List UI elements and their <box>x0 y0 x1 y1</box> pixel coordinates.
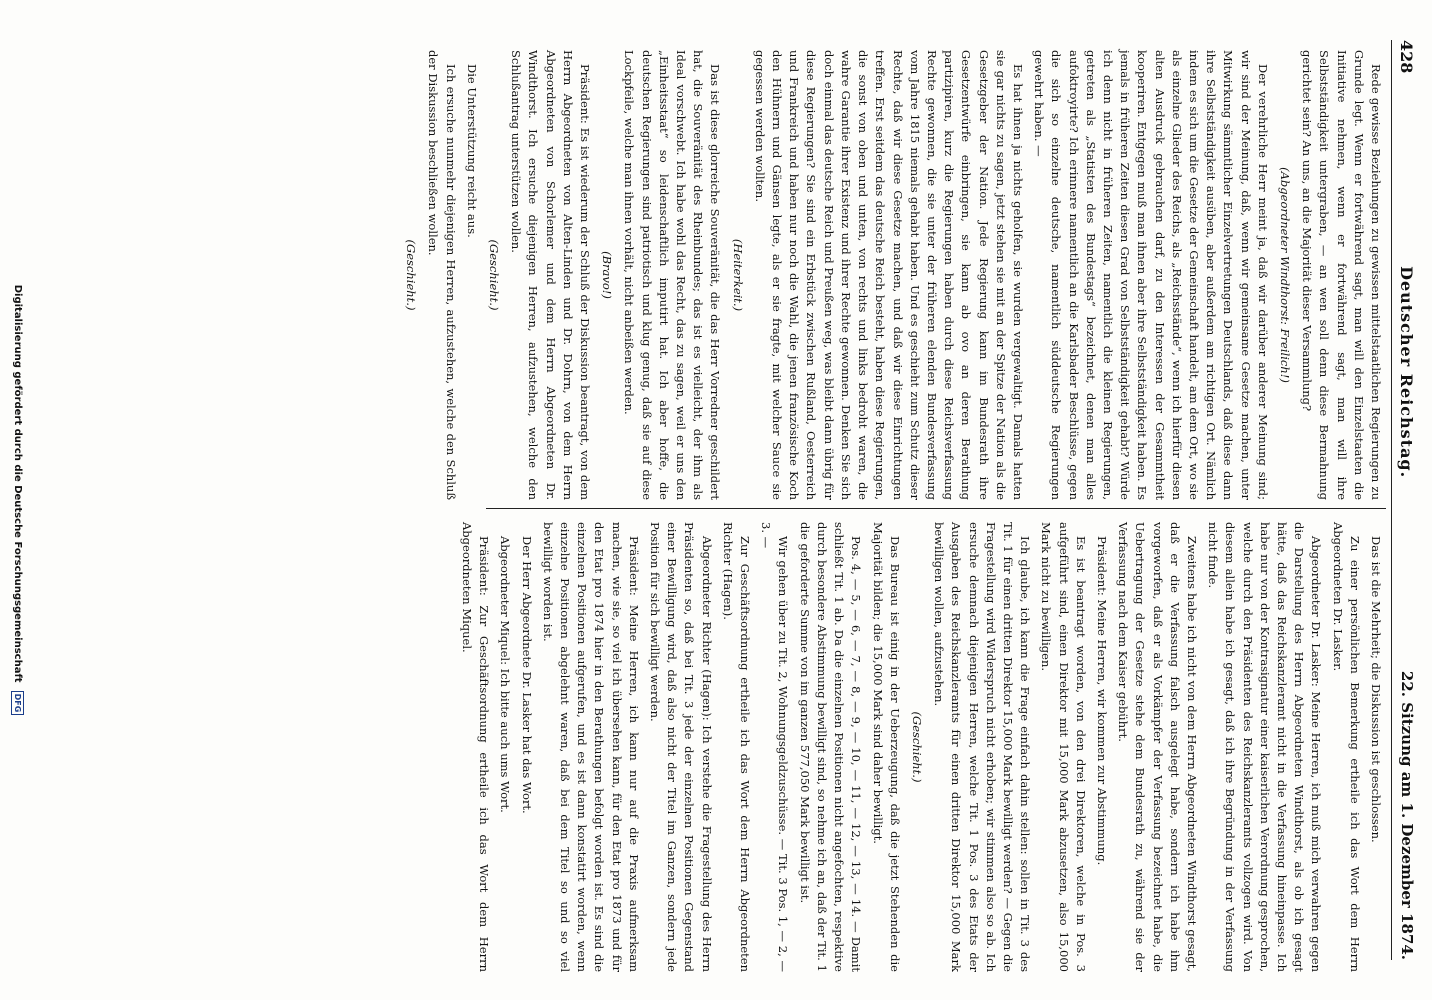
page-header <box>1394 40 1420 960</box>
left-column <box>404 50 1384 500</box>
column-divider <box>486 508 1386 509</box>
paragraph: Ich ersuche nunmehr diejenigen Herren, aufzustehen, welche den Schluß der Diskussion beschließen wollen. <box>426 50 458 500</box>
header-rule <box>1391 40 1392 960</box>
paragraph: Es ist beantragt worden, von den drei Direktoren, welche in Pos. 3 aufgeführt sind, einen Direktor mit 15,000 Mark abzusetzen, also 15,000 Mark nicht zu bewilligen. <box>1039 522 1088 972</box>
interjection: (Bravo!) <box>600 251 615 299</box>
paragraph: Präsident: Meine Herren, ich kann nur auf die Praxis aufmerksam machen, wie sie, so viel ich übersehen kann, für den Etat pro 1873 und für den Etat pro 1874 hier in den Berathungen befolgt worden ist. Es sind die einzelnen Positionen aufgerufen, und es ist dann konstatirt worden, wenn einzelne Positionen abgelehnt waren, daß bei dem Titel so und so viel bewilligt worden ist. <box>540 522 641 972</box>
paragraph: Der verehrliche Herr meint ja, daß wir darüber anderer Meinung sind; wir sind der Meinung, daß, wenn wir gemeinsame Gesetze machen, unter Mitwirkung sämmtlicher Einzelvertretungen Deutschlands, daß diese dann ihre Selbstständigkeit ausüben, aber außerdem am richtigen Ort. Nämlich indem es sich um die Gesetze der Gemeinschaft handelt, am dem Ort, wo sie als einzelne Glieder des Reichs, als „Reichsstände“, wenn ich hierfür diesen alten Ausdruck gebrauchen darf, zu den Interessen der Gesammtheit kooperiren. Entgegen muß man ihnen aber ihre Selbstständigkeit haben. Es jemals in früheren Zeiten diesen Grad von Selbstständigkeit gehabt? Würde ich denn nicht in früheren Zeiten, namentlich die kleinen Regierungen, getreten als „Statisten des Bundestags“ bezeichnet, denen man alles aufoktroyirte? Ich erinnere namentlich an die Karlsbader Beschlüsse, gegen die sich so einzelne deutsche, namentlich süddeutsche Regierungen gewehrt haben. — <box>1032 50 1270 500</box>
session-date: 22. Sitzung am 1. Dezember 1874. <box>1398 670 1416 960</box>
paragraph: Der Herr Abgeordnete Dr. Lasker hat das Wort. <box>519 536 534 814</box>
digitization-footer <box>8 0 28 1000</box>
paragraph: Es hat ihnen ja nichts geholfen, sie wurden vergewaltigt. Damals hatten sie gar nichts zu sagen, jetzt stehen sie mit an der Spitze der Nation als die Gesetzgeber der Nation. Jede Regierung kann im Bundesrath ihre Gesetzentwürfe einbringen, sie kann ab ovo an deren Berathung partizipiren, kurz die Regierungen haben durch diese Reichsverfassung Rechte gewonnen, die sie unter der früheren elenden Bundesverfassung vom Jahre 1815 niemals gehabt haben. Und es geschieht zum Schutz dieser Rechte, daß wir diese Gesetze machen, und daß wir diese Einrichtungen treffen. Erst seitdem das deutsche Reich besteht, haben diese Regierungen, die sonst von oben und unten, von rechts und links bedroht waren, die wahre Garantie ihrer Existenz und ihrer Rechte gewonnen. Denken Sie sich doch einmal das deutsche Reich und Preußen weg, was bleibt dann übrig für diese Regierungen? Sie sind ein Erbstück zwischen Rußland, Oesterreich und Frankreich und haben nur noch die Wahl, die jenen französische Koch den Hühnern und Gänsen legte, als er sie fragte, mit welcher Sauce sie gegessen werden wollten. <box>752 50 1025 500</box>
paragraph: Die Unterstützung reicht aus. <box>464 64 479 238</box>
paragraph: Präsident: Meine Herren, wir kommen zur Abstimmung. <box>1094 536 1109 866</box>
paragraph: Ich glaube, ich kann die Frage einfach dahin stellen: sollen in Tit. 3 des Tit. 1 für einen dritten Direktor 15,000 Mark bewilligt werden? — Gegen die Fragestellung wird Widerspruch nicht erhoben; wir stimmen also so ab. Ich ersuche demnach diejenigen Herren, welche Tit. 1 Pos. 3 des Etats der Ausgaben des Reichskanzleramts für einen dritten Direktor 15,000 Mark bewilligen wollen, aufzustehen. <box>932 522 1033 972</box>
paragraph: Präsident: Es ist wiederum der Schluß der Diskussion beantragt, von dem Herrn Abgeordneten von Alten-Linden und Dr. Dohrn, von dem Herrn Abgeordneten von Schorlemer und dem Herrn Abgeordneten Dr. Windthorst. Ich ersuche diejenigen Herren, aufzustehen, welche den Schlußantrag unterstützen wollen. <box>509 50 593 500</box>
page-title: Deutscher Reichstag. <box>1397 266 1417 479</box>
paragraph: Das ist die Mehrheit; die Diskussion ist geschlossen. <box>1369 536 1383 843</box>
paragraph: Das ist diese glorreiche Souveränität, die das Herr Vorredner geschildert hat, die Souveränität des Rheinbundes; das ist es vielleicht, der ihm als Ideal vorschwebt. Ich habe wohl das Recht, das zu sagen, weil er uns den „Einheitsstaat“ so leidenschaftlich imputirt hat. Ich aber hoffe, die deutschen Regierungen sind patriotisch und klug genug, daß sie auf diese Lockpfeile, welche man ihnen vorhält, nicht anbeißen werden. <box>622 50 723 500</box>
interjection: (Abgeordneter Windthorst: Freilich!) <box>1277 167 1292 383</box>
paragraph: Rede gewisse Beziehungen zu gewissen mittelstaatlichen Regierungen zu Grunde legt. Wenn er fortwährend sagt, man will den Einzelstaaten die Initiative nehmen, wenn er fortwährend sagt, man will ihre Selbstständigkeit untergraben, — an wen soll denn diese Bermahnung gerichtet sein? An uns, an die Majorität dieser Versammlung? <box>1300 50 1383 500</box>
paragraph: Zweitens habe ich nicht von dem Herrn Abgeordneten Windthorst gesagt, daß er die Verfassung falsch ausgelegt habe, sondern ich habe ihm vorgeworfen, daß er als Vorkämpfer der Verfassung bezeichnet habe, die Uebertragung der Gesetze stehe dem Bundesrath zu, während sie der Verfassung nach dem Kaiser gebührt. <box>1116 522 1199 972</box>
paragraph: Präsident: Zur Geschäftsordnung ertheile ich das Wort dem Herrn Abgeordneten Miquel. <box>460 522 492 972</box>
paragraph: Abgeordneter Richter (Hagen): Ich verstehe die Fragestellung des Herrn Präsidenten so, daß bei Tit. 3 jede der einzelnen Positionen Gegenstand einer Bewilligung wird, daß also nicht der Titel im Ganzen, sondern jede Position für sich bewilligt werden. <box>648 522 714 972</box>
dfg-logo: DFG <box>12 691 25 716</box>
paragraph: Wir gehen über zu Tit. 2, Wohnungsgeldzuschüsse. — Tit. 3 Pos. 1, — 2, — 3. — <box>759 522 791 972</box>
paragraph: Abgeordneter Miquel: Ich bitte auch ums Wort. <box>498 536 513 813</box>
paragraph: Zu einer persönlichen Bemerkung ertheile ich das Wort dem Herrn Abgeordneten Dr. Lasker. <box>1330 522 1362 972</box>
right-column <box>460 522 1384 972</box>
interjection: (Geschieht.) <box>404 239 419 311</box>
interjection: (Geschieht.) <box>487 239 502 311</box>
paragraph: Zur Geschäftsordnung ertheile ich das Wort dem Herrn Abgeordneten Richter (Hagen). <box>720 522 753 972</box>
page-number: 428 <box>1397 40 1417 74</box>
interjection: (Heiterkeit.) <box>730 238 745 312</box>
interjection: (Geschieht.) <box>909 711 924 783</box>
paragraph: Pos. 4, — 5, — 6, — 7, — 8, — 9, — 10, — 11, — 12, — 13, — 14. — Damit schließt Tit. 1 ab. Da die einzelnen Positionen nicht angefochten, respektive durch besondere Abstimmung bewilligt sind, so nehme ich an, daß der Tit. 1 die geforderte Summe von im ganzen 577,050 Mark bewilligt ist. <box>797 522 864 972</box>
footer-text: Digitalisierung gefördert durch die Deutsche Forschungsgemeinschaft <box>12 284 24 683</box>
paragraph: Das Bureau ist einig in der Ueberzeugung, daß die jetzt Stehenden die Majorität bilden; die 15,000 Mark sind daher bewilligt. <box>870 522 902 972</box>
paragraph: Abgeordneter Dr. Lasker: Meine Herren, ich muß mich verwahren gegen die Darstellung des Herrn Abgeordneten Windthorst, als ob ich gesagt hätte, daß das Reichskanzleramt nicht in die Verfassung hineinpasse. Ich habe nur von der Kontrasignatur einer kaiserlichen Verordnung gesprochen, welche durch den Präsidenten des Reichskanzleramts vollzogen wird. Von diesem allein habe ich gesagt, daß ich ihre Begründung in der Verfassung nicht finde. <box>1206 522 1324 972</box>
